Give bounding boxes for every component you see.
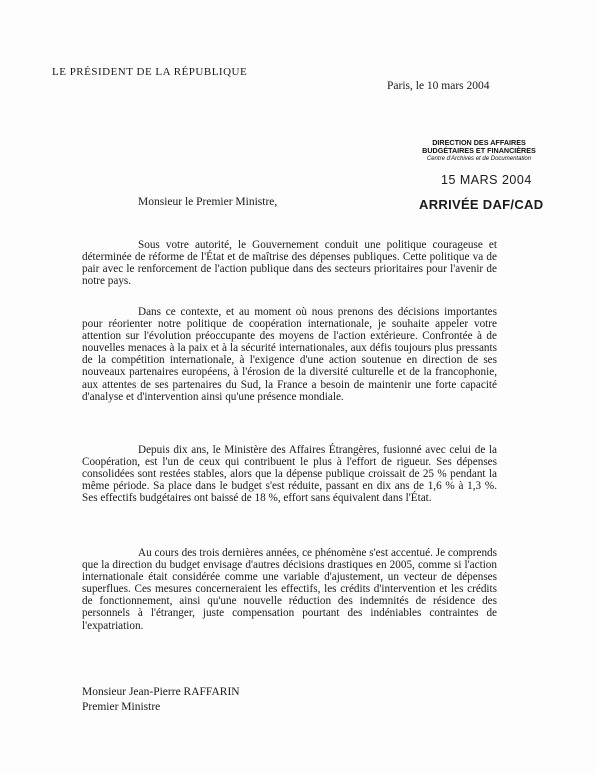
paragraph-4 bbox=[82, 547, 497, 632]
stamp-line-2: BUDGÉTAIRES ET FINANCIÈRES bbox=[422, 146, 536, 155]
paragraph-text: Sous votre autorité, le Gouvernement conduit une politique courageuse et déterminée de réforme de l'État et de maîtrise des dépenses publiques. Cette politique va de pair avec le renforcement de l'action publique dans des secteurs prioritaires pour l'avenir de notre pays. bbox=[82, 239, 497, 288]
stamp-arrival: ARRIVÉE DAF/CAD bbox=[419, 197, 544, 212]
stamp-line-1: DIRECTION DES AFFAIRES bbox=[432, 138, 526, 147]
stamp-date: 15 MARS 2004 bbox=[441, 173, 532, 187]
addressee-name: Monsieur Jean-Pierre RAFFARIN bbox=[82, 686, 240, 698]
paragraph-text: Depuis dix ans, le Ministère des Affaires Étrangères, fusionné avec celui de la Coopération, est l'un de ceux qui contribuent le plus à l'effort de rigueur. Ses dépenses consolidées sont restées stables, alors que la dépense publique croissait de 25 % pendant la même période. Sa place dans le budget s'est réduite, passant en dix ans de 1,6 % à 1,3 %. Ses effectifs budgétaires ont baissé de 18 %, effort sans équivalent dans l'État. bbox=[82, 444, 497, 505]
paragraph-2 bbox=[82, 306, 497, 403]
addressee-block bbox=[82, 685, 240, 715]
salutation: Monsieur le Premier Ministre, bbox=[138, 196, 278, 208]
letterhead: LE PRÉSIDENT DE LA RÉPUBLIQUE bbox=[52, 66, 248, 78]
addressee-title: Premier Ministre bbox=[82, 701, 161, 713]
stamp-line-3: Centre d'Archives et de Documentation bbox=[426, 156, 532, 162]
paragraph-3 bbox=[82, 444, 497, 504]
paragraph-1 bbox=[82, 239, 497, 287]
place-date: Paris, le 10 mars 2004 bbox=[387, 80, 490, 92]
reception-stamp bbox=[404, 139, 554, 163]
paragraph-text: Au cours des trois dernières années, ce phénomène s'est accentué. Je comprends que la direction du budget envisage d'autres décisions drastiques en 2005, comme si l'action internationale était considérée comme une variable d'ajustement, un vecteur de dépenses superflues. Ces mesures concerneraient les effectifs, les crédits d'intervention et les crédits de fonctionnement, ainsi qu'une nouvelle réduction des indemnités de résidence des personnels à l'étranger, juste compensation pourtant des indéniables contraintes de l'expatriation. bbox=[82, 547, 497, 632]
paragraph-text: Dans ce contexte, et au moment où nous prenons des décisions importantes pour réorienter notre politique de coopération internationale, je souhaite appeler votre attention sur l'évolution préoccupante des moyens de l'action extérieure. Confrontée à de nouvelles menaces à la paix et à la sécurité internationales, aux défis toujours plus pressants de la compétition internationale, à l'exigence d'une action soutenue en direction de ses nouveaux partenaires européens, à l'érosion de la diversité culturelle et de la francophonie, aux attentes de ses partenaires du Sud, la France a besoin de maintenir une forte capacité d'analyse et d'intervention ainsi qu'une présence mondiale. bbox=[82, 306, 497, 403]
